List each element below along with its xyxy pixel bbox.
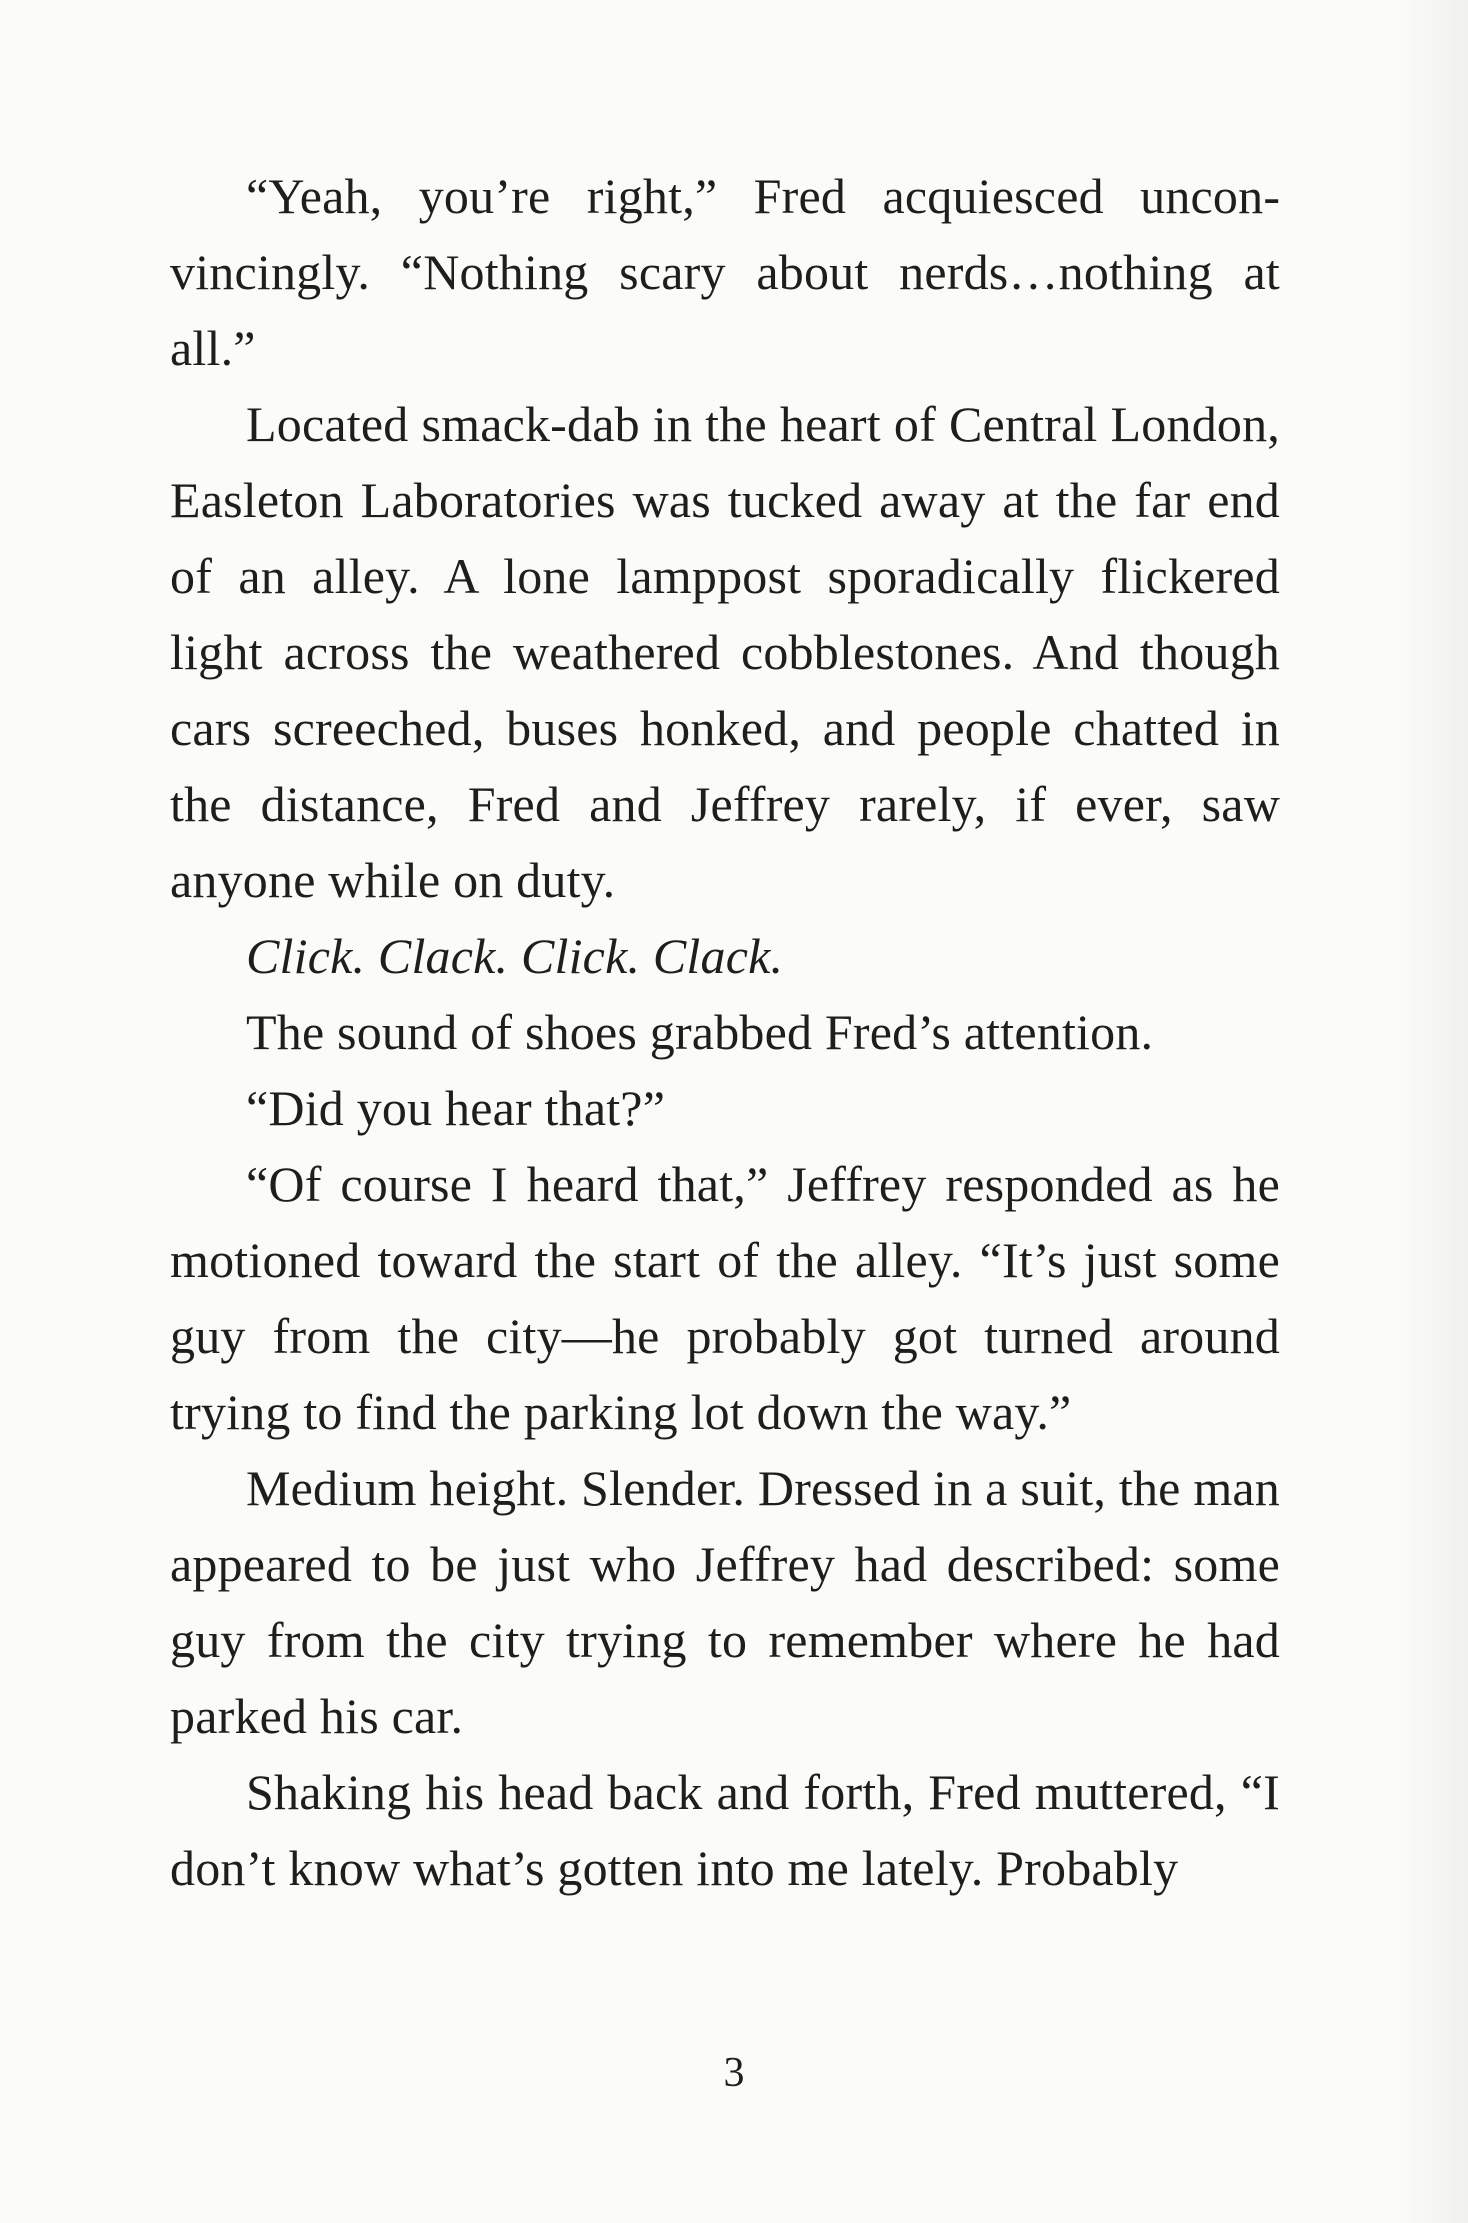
paragraph-3-sound: Click. Clack. Click. Clack. — [246, 928, 784, 984]
paragraph-5: “Did you hear that?” — [246, 1080, 666, 1136]
paragraph-4: The sound of shoes grabbed Fred’s attention. — [246, 1004, 1154, 1060]
page-edge-shadow — [1398, 0, 1468, 2223]
paragraph-1: “Yeah, you’re right,” Fred acquiesced unconvincingly. “Nothing scary about nerds…nothing at all.” — [170, 168, 1280, 376]
body-text — [170, 158, 1280, 1906]
paragraph-8: Shaking his head back and forth, Fred muttered, “I don’t know what’s gotten into me lately. Probably — [170, 1764, 1280, 1896]
paragraph-6: “Of course I heard that,” Jeffrey responded as he motioned toward the start of the alley. “It’s just some guy from the city—he probably got turned around trying to find the parking lot down the way.” — [170, 1156, 1280, 1440]
page-number: 3 — [723, 2050, 745, 2096]
paragraph-7: Medium height. Slender. Dressed in a suit, the man appeared to be just who Jeffrey had described: some guy from the city trying to remember where he had parked his car. — [170, 1460, 1280, 1744]
paragraph-2: Located smack-dab in the heart of Central London, Easleton Laboratories was tucked away at the far end of an alley. A lone lamppost sporadically flickered light across the weathered cobblestones. And though cars screeched, buses honked, and people chatted in the distance, Fred and Jeffrey rarely, if ever, saw anyone while on duty. — [170, 396, 1280, 908]
